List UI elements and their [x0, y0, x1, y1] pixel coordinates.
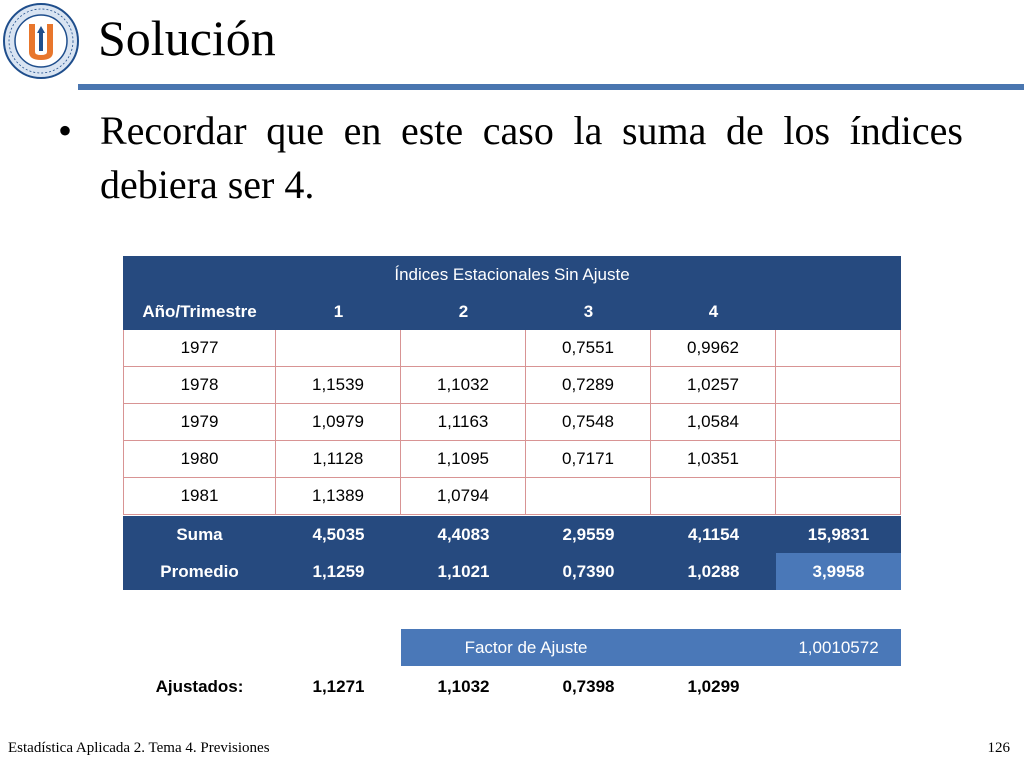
footer-course: Estadística Aplicada 2. Tema 4. Previsiones [8, 740, 270, 756]
table-cell: 0,7548 [526, 404, 651, 441]
factor-label: Factor de Ajuste [401, 629, 651, 666]
promedio-cell: 3,9958 [776, 553, 901, 590]
table-cell: 1,0794 [401, 478, 526, 515]
table-cell: 1,1095 [401, 441, 526, 478]
promedio-cell: 1,1021 [401, 553, 526, 590]
table-cell [401, 330, 526, 367]
suma-cell: 15,9831 [776, 516, 901, 553]
table-cell [526, 478, 651, 515]
factor-value: 1,0010572 [776, 629, 901, 666]
promedio-label: Promedio [123, 553, 276, 590]
suma-cell: 2,9559 [526, 516, 651, 553]
ajustados-cell: 1,1271 [276, 668, 401, 705]
suma-cell: 4,4083 [401, 516, 526, 553]
table-cell: 0,9962 [651, 330, 776, 367]
header-cell: Año/Trimestre [123, 293, 276, 330]
table-cell: 1978 [123, 367, 276, 404]
table-cell: 1,1389 [276, 478, 401, 515]
table-cell [776, 478, 901, 515]
bullet-icon: • [58, 108, 73, 153]
table-cell: 1979 [123, 404, 276, 441]
table-cell: 1981 [123, 478, 276, 515]
suma-cell: 4,5035 [276, 516, 401, 553]
promedio-cell: 0,7390 [526, 553, 651, 590]
table-cell: 1,0979 [276, 404, 401, 441]
table-cell [276, 330, 401, 367]
table-cell [776, 404, 901, 441]
ajustados-cell: 1,1032 [401, 668, 526, 705]
table-cell [651, 478, 776, 515]
bullet-point [58, 104, 963, 212]
table-cell: 1,1163 [401, 404, 526, 441]
ajustados-label: Ajustados: [123, 668, 276, 705]
ajustados-cell: 0,7398 [526, 668, 651, 705]
table-cell: 0,7551 [526, 330, 651, 367]
ajustados-cell: 1,0299 [651, 668, 776, 705]
table-cell [776, 367, 901, 404]
table-cell: 0,7289 [526, 367, 651, 404]
table-cell: 1,0351 [651, 441, 776, 478]
table-cell: 1980 [123, 441, 276, 478]
header-cell: 3 [526, 293, 651, 330]
table-title: Índices Estacionales Sin Ajuste [123, 256, 901, 293]
page-number: 126 [987, 740, 1010, 756]
promedio-cell: 1,1259 [276, 553, 401, 590]
table-cell: 1,0257 [651, 367, 776, 404]
header-cell [776, 293, 901, 330]
table-cell: 1,0584 [651, 404, 776, 441]
table-cell: 1977 [123, 330, 276, 367]
promedio-cell: 1,0288 [651, 553, 776, 590]
table-cell: 1,1032 [401, 367, 526, 404]
slide-title: Solución [98, 10, 276, 66]
suma-cell: 4,1154 [651, 516, 776, 553]
title-divider [78, 84, 1024, 90]
header-cell: 4 [651, 293, 776, 330]
suma-label: Suma [123, 516, 276, 553]
factor-spacer [651, 629, 776, 666]
university-logo [2, 2, 80, 80]
table-cell [776, 330, 901, 367]
table-cell: 1,1539 [276, 367, 401, 404]
bullet-text: Recordar que en este caso la suma de los índices debiera ser 4. [100, 108, 963, 207]
table-cell [776, 441, 901, 478]
header-cell: 1 [276, 293, 401, 330]
header-cell: 2 [401, 293, 526, 330]
table-cell: 1,1128 [276, 441, 401, 478]
table-cell: 0,7171 [526, 441, 651, 478]
